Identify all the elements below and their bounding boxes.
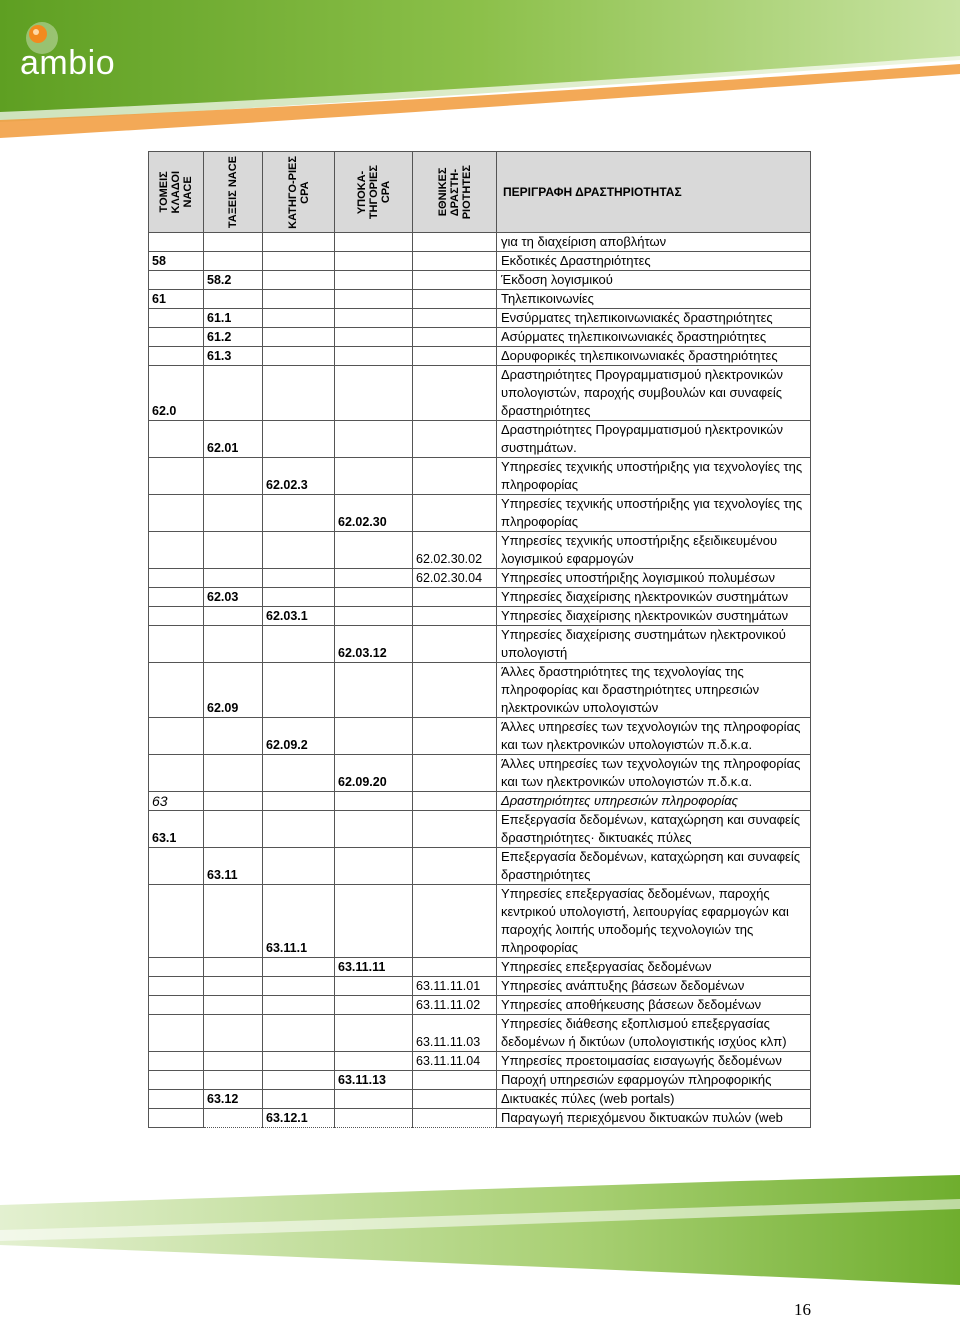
subcategory-cell xyxy=(335,607,413,626)
class-cell xyxy=(204,458,263,495)
sector-cell xyxy=(149,421,204,458)
class-cell xyxy=(204,755,263,792)
table-row xyxy=(149,885,811,958)
header-subcategories: ΥΠΟΚΑ- ΤΗΓΟΡΙΕΣ CPA xyxy=(335,152,413,233)
sector-cell: 63.1 xyxy=(149,811,204,848)
table-row xyxy=(149,1109,811,1128)
class-cell xyxy=(204,626,263,663)
class-cell xyxy=(204,1109,263,1128)
class-cell xyxy=(204,958,263,977)
national-code-cell xyxy=(413,885,497,958)
subcategory-cell: 63.11.13 xyxy=(335,1071,413,1090)
category-cell xyxy=(263,1090,335,1109)
table-row xyxy=(149,458,811,495)
description-cell: Άλλες υπηρεσίες των τεχνολογιών της πληροφορίας και των ηλεκτρονικών υπολογιστών π.δ.κ.α. xyxy=(497,755,811,792)
header-banner xyxy=(0,0,960,150)
description-cell: Υπηρεσίες προετοιμασίας εισαγωγής δεδομένων xyxy=(497,1052,811,1071)
category-cell xyxy=(263,958,335,977)
national-code-cell: 63.11.11.02 xyxy=(413,996,497,1015)
national-code-cell: 62.02.30.02 xyxy=(413,532,497,569)
national-code-cell xyxy=(413,718,497,755)
category-cell: 62.03.1 xyxy=(263,607,335,626)
national-code-cell xyxy=(413,1071,497,1090)
national-code-cell xyxy=(413,458,497,495)
sector-cell xyxy=(149,755,204,792)
national-code-cell xyxy=(413,271,497,290)
header-sectors: ΤΟΜΕΙΣ ΚΛΑΔΟΙ NACE xyxy=(149,152,204,233)
sector-cell xyxy=(149,626,204,663)
class-cell xyxy=(204,885,263,958)
category-cell xyxy=(263,1052,335,1071)
subcategory-cell xyxy=(335,848,413,885)
national-code-cell: 63.11.11.01 xyxy=(413,977,497,996)
description-cell: Υπηρεσίες υποστήριξης λογισμικού πολυμέσων xyxy=(497,569,811,588)
class-cell xyxy=(204,495,263,532)
table-row xyxy=(149,328,811,347)
category-cell xyxy=(263,663,335,718)
description-cell: Ασύρματες τηλεπικοινωνιακές δραστηριότητες xyxy=(497,328,811,347)
table-row xyxy=(149,663,811,718)
table-row xyxy=(149,252,811,271)
subcategory-cell xyxy=(335,366,413,421)
subcategory-cell xyxy=(335,458,413,495)
subcategory-cell xyxy=(335,792,413,811)
category-cell xyxy=(263,755,335,792)
sector-cell xyxy=(149,1015,204,1052)
national-code-cell xyxy=(413,626,497,663)
sector-cell xyxy=(149,848,204,885)
table-row xyxy=(149,848,811,885)
table-row xyxy=(149,290,811,309)
table-row xyxy=(149,718,811,755)
sector-cell xyxy=(149,663,204,718)
national-code-cell xyxy=(413,366,497,421)
class-cell: 62.09 xyxy=(204,663,263,718)
description-cell: Υπηρεσίες τεχνικής υποστήριξης εξειδικευμένου λογισμικού εφαρμογών xyxy=(497,532,811,569)
table-row xyxy=(149,811,811,848)
subcategory-cell xyxy=(335,328,413,347)
sector-cell xyxy=(149,328,204,347)
national-code-cell xyxy=(413,309,497,328)
national-code-cell xyxy=(413,588,497,607)
table-row xyxy=(149,958,811,977)
class-cell: 62.01 xyxy=(204,421,263,458)
table-row xyxy=(149,347,811,366)
description-cell: Υπηρεσίες επεξεργασίας δεδομένων, παροχής κεντρικού υπολογιστή, λειτουργίας εφαρμογών και παροχής λοιπής υποδομής τεχνολογιών της πληροφορίας xyxy=(497,885,811,958)
national-code-cell xyxy=(413,607,497,626)
header-classes: ΤΑΞΕΙΣ NACE xyxy=(204,152,263,233)
subcategory-cell xyxy=(335,252,413,271)
table-row xyxy=(149,792,811,811)
table-row xyxy=(149,495,811,532)
header-national-activities: ΕΘΝΙΚΕΣ ΔΡΑΣΤΗ- ΡΙΟΤΗΤΕΣ xyxy=(413,152,497,233)
table-row xyxy=(149,309,811,328)
description-cell: Παροχή υπηρεσιών εφαρμογών πληροφορικής xyxy=(497,1071,811,1090)
national-code-cell xyxy=(413,811,497,848)
class-cell xyxy=(204,1071,263,1090)
national-code-cell xyxy=(413,1090,497,1109)
description-cell: Ενσύρματες τηλεπικοινωνιακές δραστηριότητες xyxy=(497,309,811,328)
subcategory-cell xyxy=(335,421,413,458)
category-cell xyxy=(263,1015,335,1052)
table-row xyxy=(149,569,811,588)
class-cell xyxy=(204,1015,263,1052)
sector-cell: 58 xyxy=(149,252,204,271)
description-cell: για τη διαχείριση αποβλήτων xyxy=(497,233,811,252)
description-cell: Υπηρεσίες αποθήκευσης βάσεων δεδομένων xyxy=(497,996,811,1015)
subcategory-cell xyxy=(335,588,413,607)
sector-cell xyxy=(149,271,204,290)
description-cell: Υπηρεσίες τεχνικής υποστήριξης για τεχνολογίες της πληροφορίας xyxy=(497,495,811,532)
sector-cell xyxy=(149,458,204,495)
class-cell xyxy=(204,366,263,421)
class-cell xyxy=(204,718,263,755)
description-cell: Άλλες υπηρεσίες των τεχνολογιών της πληροφορίας και των ηλεκτρονικών υπολογιστών π.δ.κ.α. xyxy=(497,718,811,755)
national-code-cell xyxy=(413,755,497,792)
description-cell: Υπηρεσίες ανάπτυξης βάσεων δεδομένων xyxy=(497,977,811,996)
table-row xyxy=(149,1071,811,1090)
subcategory-cell xyxy=(335,1052,413,1071)
category-cell xyxy=(263,290,335,309)
table-row xyxy=(149,233,811,252)
table-header-row xyxy=(149,152,811,233)
sector-cell xyxy=(149,569,204,588)
sector-cell xyxy=(149,607,204,626)
subcategory-cell xyxy=(335,1090,413,1109)
subcategory-cell: 63.11.11 xyxy=(335,958,413,977)
subcategory-cell xyxy=(335,977,413,996)
class-cell: 61.1 xyxy=(204,309,263,328)
table-row xyxy=(149,421,811,458)
national-code-cell xyxy=(413,792,497,811)
table-row xyxy=(149,607,811,626)
category-cell xyxy=(263,848,335,885)
category-cell xyxy=(263,347,335,366)
table-row xyxy=(149,996,811,1015)
class-cell xyxy=(204,569,263,588)
description-cell: Παραγωγή περιεχόμενου δικτυακών πυλών (web xyxy=(497,1109,811,1128)
class-cell: 62.03 xyxy=(204,588,263,607)
sector-cell xyxy=(149,1090,204,1109)
subcategory-cell: 62.03.12 xyxy=(335,626,413,663)
sector-cell xyxy=(149,718,204,755)
category-cell: 62.02.3 xyxy=(263,458,335,495)
sector-cell: 63 xyxy=(149,792,204,811)
class-cell: 63.12 xyxy=(204,1090,263,1109)
subcategory-cell: 62.09.20 xyxy=(335,755,413,792)
sector-cell xyxy=(149,347,204,366)
sector-cell xyxy=(149,309,204,328)
description-cell: Δραστηριότητες Προγραμματισμού ηλεκτρονικών συστημάτων. xyxy=(497,421,811,458)
national-code-cell xyxy=(413,958,497,977)
header-description: ΠΕΡΙΓΡΑΦΗ ΔΡΑΣΤΗΡΙΟΤΗΤΑΣ xyxy=(497,152,811,233)
national-code-cell xyxy=(413,328,497,347)
class-cell xyxy=(204,233,263,252)
table-row xyxy=(149,626,811,663)
description-cell: Υπηρεσίες επεξεργασίας δεδομένων xyxy=(497,958,811,977)
national-code-cell xyxy=(413,421,497,458)
class-cell xyxy=(204,792,263,811)
category-cell xyxy=(263,328,335,347)
description-cell: Δραστηριότητες υπηρεσιών πληροφορίας xyxy=(497,792,811,811)
description-cell: Υπηρεσίες τεχνικής υποστήριξης για τεχνολογίες της πληροφορίας xyxy=(497,458,811,495)
sector-cell xyxy=(149,1071,204,1090)
table-row xyxy=(149,755,811,792)
description-cell: Έκδοση λογισμικού xyxy=(497,271,811,290)
category-cell xyxy=(263,495,335,532)
sector-cell xyxy=(149,588,204,607)
description-cell: Τηλεπικοινωνίες xyxy=(497,290,811,309)
national-code-cell xyxy=(413,663,497,718)
sector-cell: 62.0 xyxy=(149,366,204,421)
sector-cell xyxy=(149,233,204,252)
category-cell xyxy=(263,252,335,271)
national-code-cell xyxy=(413,1109,497,1128)
description-cell: Υπηρεσίες διαχείρισης συστημάτων ηλεκτρονικού υπολογιστή xyxy=(497,626,811,663)
category-cell xyxy=(263,421,335,458)
category-cell xyxy=(263,271,335,290)
sector-cell xyxy=(149,1052,204,1071)
subcategory-cell xyxy=(335,290,413,309)
table-row xyxy=(149,1015,811,1052)
table-row xyxy=(149,532,811,569)
sector-cell xyxy=(149,996,204,1015)
description-cell: Δορυφορικές τηλεπικοινωνιακές δραστηριότητες xyxy=(497,347,811,366)
description-cell: Υπηρεσίες διάθεσης εξοπλισμού επεξεργασίας δεδομένων ή δικτύων (υπολογιστικής ισχύος κλπ) xyxy=(497,1015,811,1052)
category-cell: 63.11.1 xyxy=(263,885,335,958)
class-cell xyxy=(204,811,263,848)
class-cell: 61.3 xyxy=(204,347,263,366)
national-code-cell: 62.02.30.04 xyxy=(413,569,497,588)
national-code-cell: 63.11.11.03 xyxy=(413,1015,497,1052)
subcategory-cell xyxy=(335,271,413,290)
class-cell: 61.2 xyxy=(204,328,263,347)
sector-cell xyxy=(149,977,204,996)
category-cell xyxy=(263,996,335,1015)
sector-cell xyxy=(149,495,204,532)
subcategory-cell xyxy=(335,885,413,958)
category-cell xyxy=(263,977,335,996)
subcategory-cell xyxy=(335,532,413,569)
subcategory-cell xyxy=(335,663,413,718)
description-cell: Υπηρεσίες διαχείρισης ηλεκτρονικών συστημάτων xyxy=(497,588,811,607)
category-cell xyxy=(263,309,335,328)
description-cell: Δικτυακές πύλες (web portals) xyxy=(497,1090,811,1109)
table-row xyxy=(149,366,811,421)
category-cell: 63.12.1 xyxy=(263,1109,335,1128)
class-cell xyxy=(204,252,263,271)
class-cell xyxy=(204,607,263,626)
category-cell: 62.09.2 xyxy=(263,718,335,755)
table-row xyxy=(149,1090,811,1109)
activity-table xyxy=(148,151,811,1128)
subcategory-cell xyxy=(335,233,413,252)
national-code-cell: 63.11.11.04 xyxy=(413,1052,497,1071)
national-code-cell xyxy=(413,848,497,885)
category-cell xyxy=(263,366,335,421)
description-cell: Εκδοτικές Δραστηριότητες xyxy=(497,252,811,271)
description-cell: Επεξεργασία δεδομένων, καταχώρηση και συναφείς δραστηριότητες· δικτυακές πύλες xyxy=(497,811,811,848)
national-code-cell xyxy=(413,252,497,271)
national-code-cell xyxy=(413,290,497,309)
class-cell xyxy=(204,532,263,569)
page-number: 16 xyxy=(794,1300,811,1319)
class-cell xyxy=(204,1052,263,1071)
category-cell xyxy=(263,811,335,848)
class-cell xyxy=(204,977,263,996)
class-cell xyxy=(204,290,263,309)
sector-cell: 61 xyxy=(149,290,204,309)
table-row xyxy=(149,977,811,996)
sector-cell xyxy=(149,532,204,569)
category-cell xyxy=(263,792,335,811)
category-cell xyxy=(263,569,335,588)
class-cell xyxy=(204,996,263,1015)
subcategory-cell xyxy=(335,309,413,328)
description-cell: Επεξεργασία δεδομένων, καταχώρηση και συναφείς δραστηριότητες xyxy=(497,848,811,885)
national-code-cell xyxy=(413,495,497,532)
national-code-cell xyxy=(413,233,497,252)
category-cell xyxy=(263,233,335,252)
table-row xyxy=(149,271,811,290)
table-row xyxy=(149,1052,811,1071)
subcategory-cell: 62.02.30 xyxy=(335,495,413,532)
national-code-cell xyxy=(413,347,497,366)
description-cell: Άλλες δραστηριότητες της τεχνολογίας της πληροφορίας και δραστηριότητες υπηρεσιών ηλεκτρονικών υπολογιστών xyxy=(497,663,811,718)
subcategory-cell xyxy=(335,1109,413,1128)
sector-cell xyxy=(149,885,204,958)
subcategory-cell xyxy=(335,811,413,848)
category-cell xyxy=(263,588,335,607)
logo-text: ambio xyxy=(20,44,116,82)
header-categories: ΚΑΤΗΓΟ-ΡΙΕΣ CPA xyxy=(263,152,335,233)
subcategory-cell xyxy=(335,1015,413,1052)
category-cell xyxy=(263,626,335,663)
sector-cell xyxy=(149,958,204,977)
category-cell xyxy=(263,1071,335,1090)
description-cell: Δραστηριότητες Προγραμματισμού ηλεκτρονικών υπολογιστών, παροχής συμβουλών και συναφείς δραστηριότητες xyxy=(497,366,811,421)
class-cell: 58.2 xyxy=(204,271,263,290)
class-cell: 63.11 xyxy=(204,848,263,885)
description-cell: Υπηρεσίες διαχείρισης ηλεκτρονικών συστημάτων xyxy=(497,607,811,626)
subcategory-cell xyxy=(335,569,413,588)
sector-cell xyxy=(149,1109,204,1128)
footer-banner xyxy=(0,1175,960,1285)
subcategory-cell xyxy=(335,718,413,755)
subcategory-cell xyxy=(335,996,413,1015)
table-row xyxy=(149,588,811,607)
category-cell xyxy=(263,532,335,569)
subcategory-cell xyxy=(335,347,413,366)
